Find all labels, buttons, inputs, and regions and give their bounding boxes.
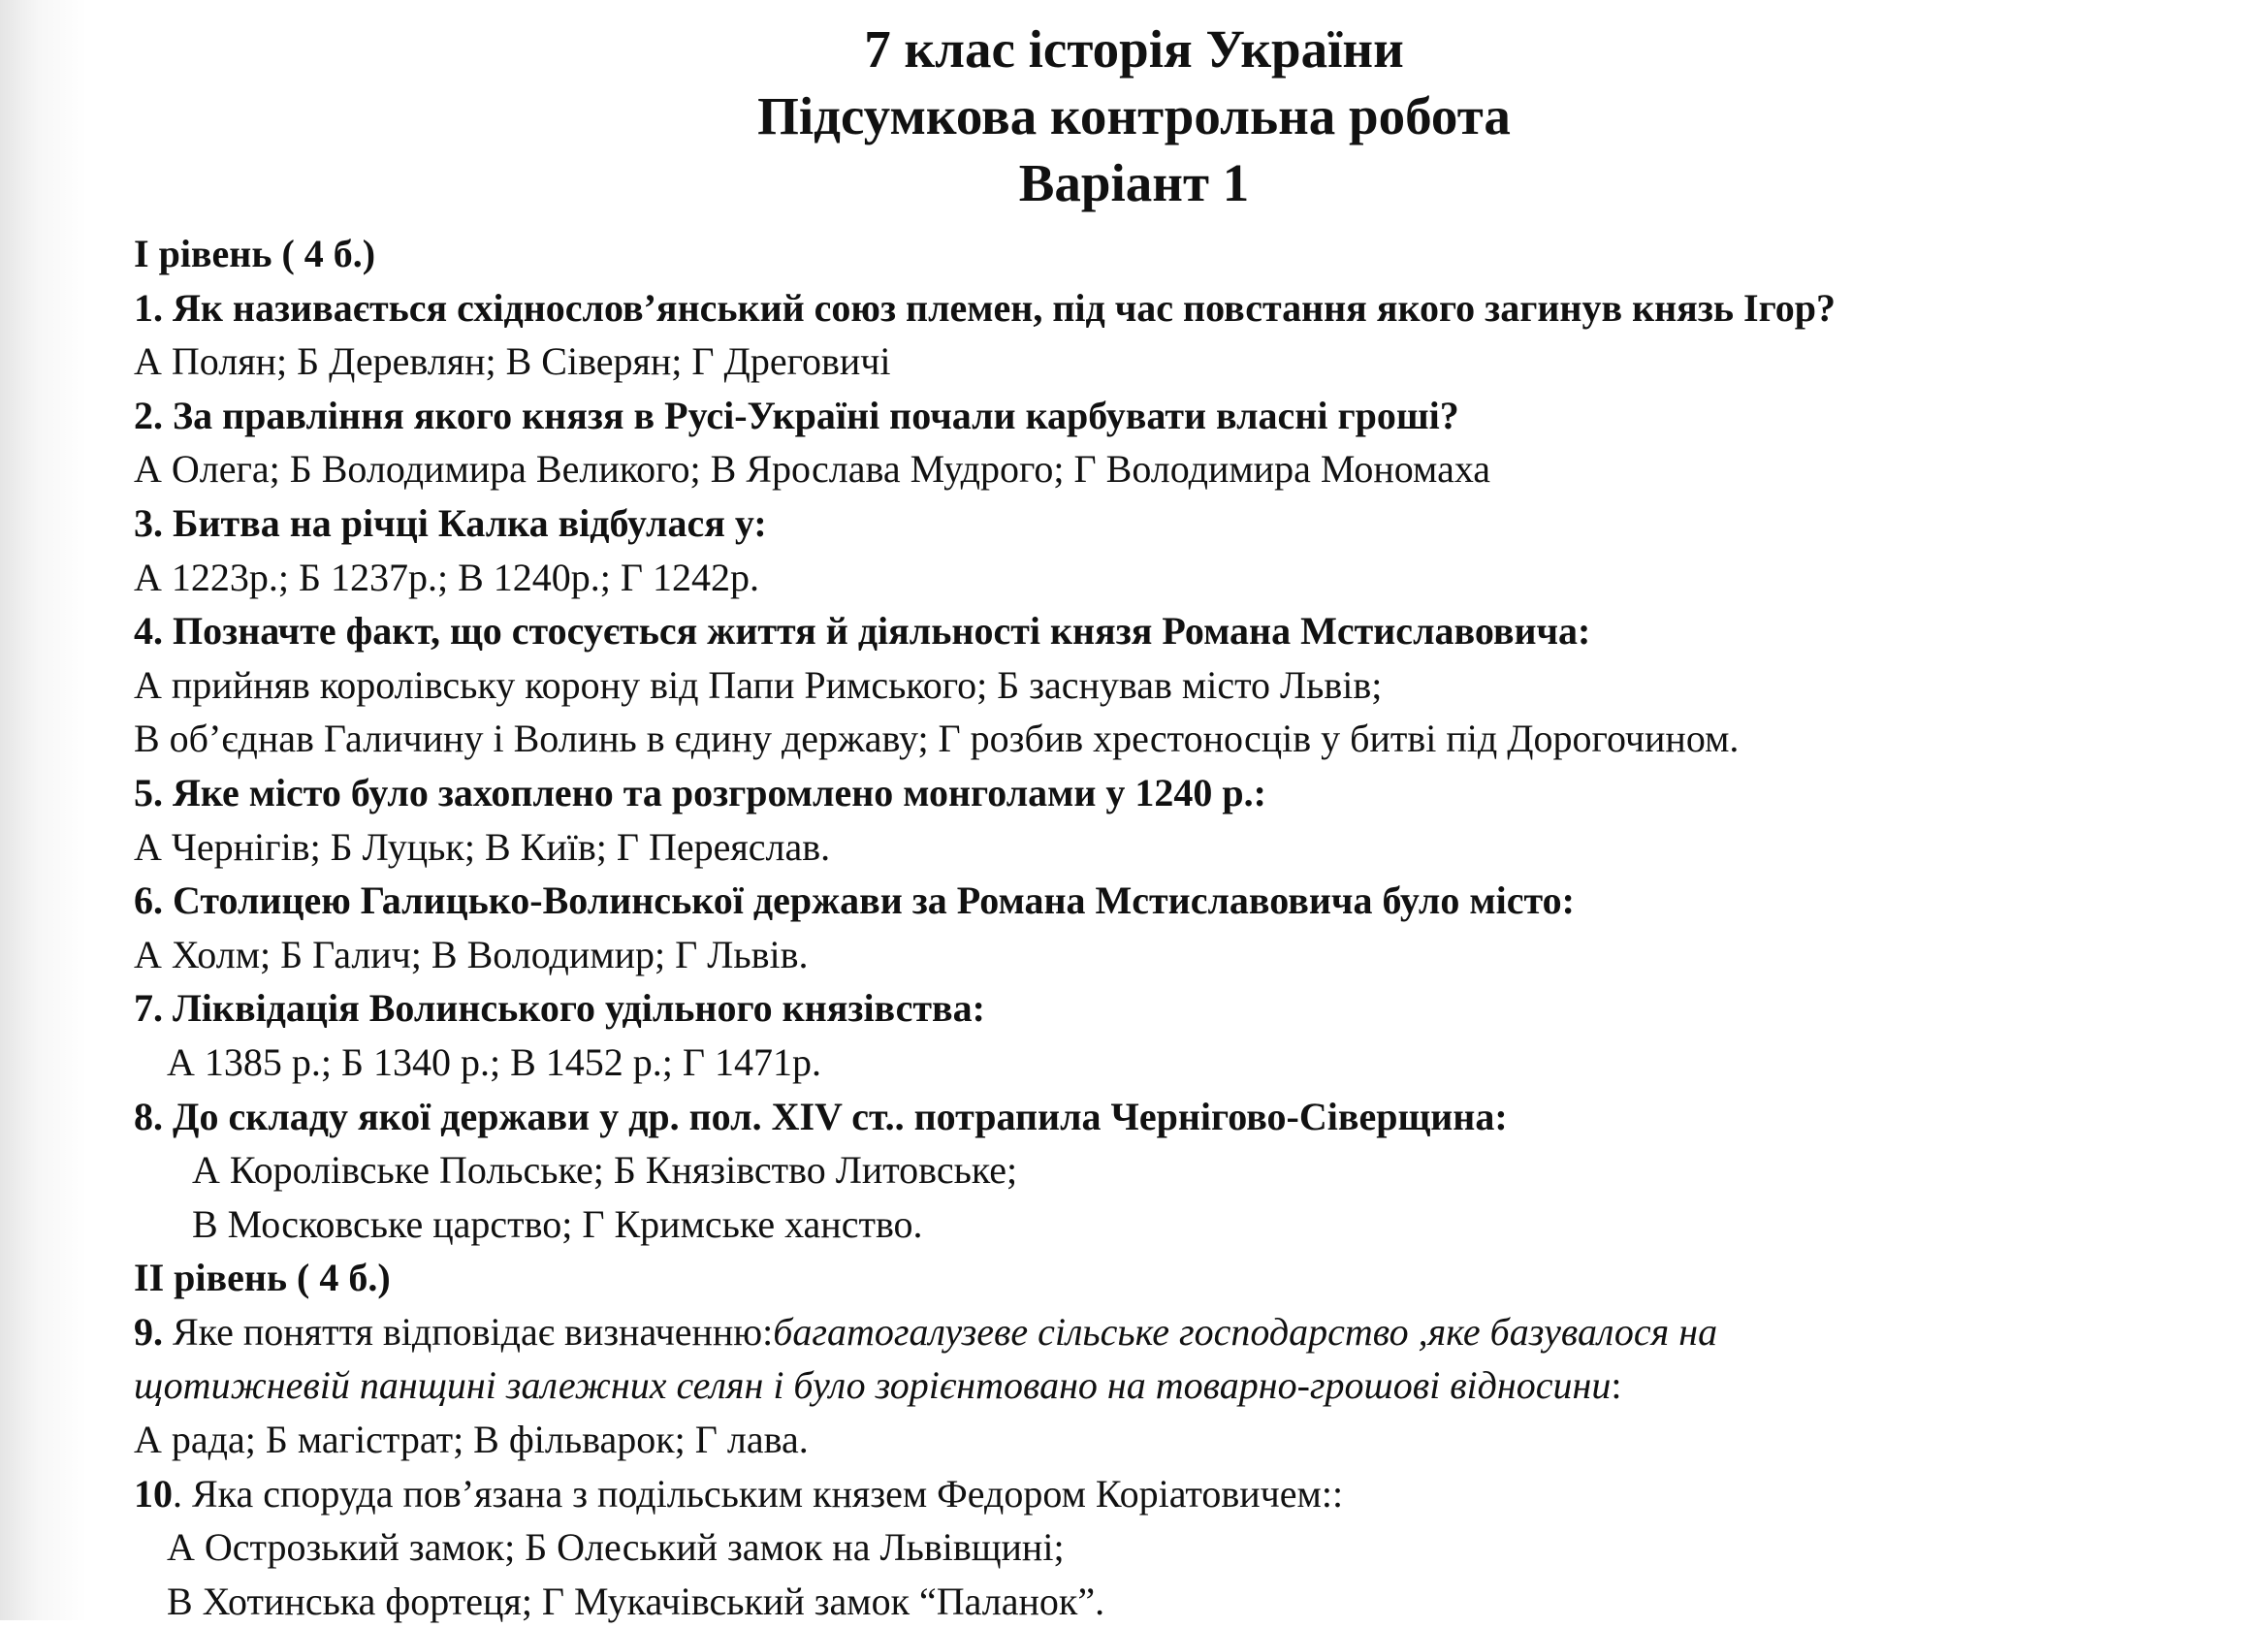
level-2-heading: ІІ рівень ( 4 б.) [134,1256,391,1300]
question-10 [134,1467,2257,1521]
question-4-answers-line-2: В об’єднав Галичину і Волинь в єдину державу; Г розбив хрестоносців у битві під Дорогочином. [134,717,1740,761]
question-9-prompt: Яке поняття відповідає визначенню: [163,1309,774,1354]
question-9-answers: А рада; Б магістрат; В фільварок; Г лава. [134,1418,809,1462]
question-9-definition-line-1: багатогалузеве сільське господарство ,яке базувалося на [773,1309,1718,1354]
question-5: 5. Яке місто було захоплено та розгромлено монголами у 1240 р.: [134,770,1266,814]
question-5-answers: А Чернігів; Б Луцьк; В Київ; Г Переяслав. [134,824,831,869]
question-10-prompt: . Яка споруда пов’язана з подільським князем Федором Коріатовичем:: [173,1471,1344,1516]
question-9-definition-continued [134,1358,2257,1413]
question-4: 4. Позначте факт, що стосується життя й діяльності князя Романа Мстиславовича: [134,609,1591,654]
question-1-answers: А Полян; Б Деревлян; В Сіверян; Г Дреговичі [134,339,891,384]
question-6: 6. Столицею Галицько-Волинської держави за Романа Мстиславовича було місто: [134,878,1575,923]
question-10-answers-line-1: А Острозький замок; Б Олеський замок на Львівщині; [167,1525,1065,1570]
question-7: 7. Ліквідація Волинського удільного князівства: [134,986,985,1031]
question-1: 1. Як називається східнослов’янський союз племен, під час повстання якого загинув князь Ігор? [134,285,1837,330]
question-9-colon: : [1611,1363,1622,1408]
question-7-answers: А 1385 р.; Б 1340 р.; В 1452 р.; Г 1471р. [167,1039,821,1084]
question-8: 8. До складу якої держави у др. пол. XIV ст.. потрапила Чернігово-Сіверщина: [134,1094,1508,1138]
question-3: 3. Битва на річці Калка відбулася у: [134,500,767,545]
question-8-answers-line-1: А Королівське Польське; Б Князівство Литовське; [192,1148,1018,1193]
title-test-name: Підсумкова контрольна робота [757,86,1511,145]
question-6-answers: А Холм; Б Галич; В Володимир; Г Львів. [134,932,809,976]
question-9-number: 9. [134,1309,163,1354]
question-2-answers: А Олега; Б Володимира Великого; В Ярослава Мудрого; Г Володимира Мономаха [134,447,1491,492]
question-9-definition-line-2: щотижневій панщині залежних селян і було зорієнтовано на товарно-грошові відносини [134,1363,1612,1408]
question-9 [134,1305,2257,1359]
question-3-answers: А 1223р.; Б 1237р.; В 1240р.; Г 1242р. [134,555,759,599]
question-4-answers-line-1: А прийняв королівську корону від Папи Римського; Б заснував місто Львів; [134,662,1383,707]
document-title [0,16,2268,216]
question-10-number: 10 [134,1471,173,1516]
title-variant: Варіант 1 [1018,153,1250,212]
level-1-heading: І рівень ( 4 б.) [134,232,376,275]
question-10-answers-line-2: В Хотинська фортеця; Г Мукачівський замок “Паланок”. [167,1579,1105,1623]
test-content [134,227,2257,1628]
question-2: 2. За правління якого князя в Русі-Україні почали карбувати власні гроші? [134,393,1459,437]
question-8-answers-line-2: В Московське царство; Г Кримське ханство. [192,1201,923,1246]
page-edge-shadow [0,0,87,1620]
title-grade-subject: 7 клас історія України [864,19,1404,79]
